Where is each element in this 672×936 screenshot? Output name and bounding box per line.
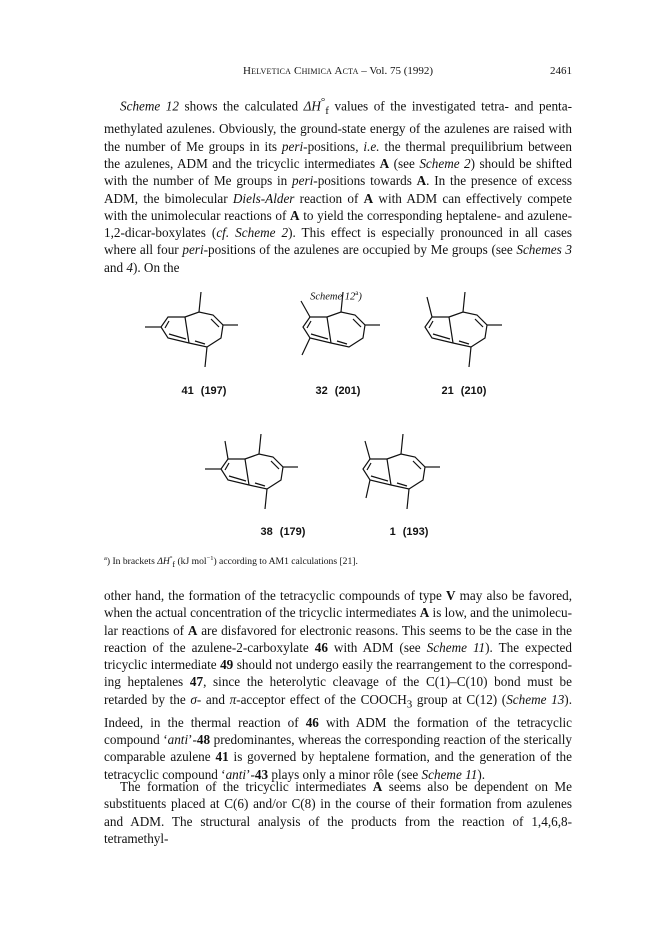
structure-38 — [201, 427, 321, 517]
text-run: ). On the — [132, 259, 180, 275]
text-run: (see — [389, 155, 420, 171]
math-symbol: ΔH — [303, 98, 321, 114]
italic-term: peri — [182, 242, 204, 258]
text-run: -positions towards — [313, 173, 417, 189]
italic-term: peri — [281, 138, 304, 154]
header-separator: – — [358, 65, 370, 77]
compound-ref: A — [290, 207, 300, 223]
scheme-footnote: $^a$) In brackets $\Delta H^\circ_f$ (kJ mol$^{-1}$) according to AM1 calculations [21]. — [104, 555, 358, 570]
compound-label-38: 38 (179) — [260, 526, 306, 538]
text-run: ) should be shifted with the number of Me groups in — [104, 155, 572, 189]
scheme-ref: 4 — [126, 259, 133, 275]
paragraph-1 — [104, 94, 572, 276]
text-run: . In the presence of excess ADM, the bimolecular — [104, 173, 573, 206]
paragraph-3: The formation of the tricyclic intermediates A seems also be dependent on Me substituents placed at C(6) and/or C(8) in the course of their formation from azulenes and ADM. The structural analysis of the products from the reaction of 1,4,6,8-tetramethyl- — [104, 779, 572, 846]
structure-32 — [283, 285, 403, 375]
text-run: -positions, — [303, 138, 364, 154]
italic-term: i.e. — [363, 138, 380, 154]
structure-41 — [141, 285, 261, 375]
text-run: the thermal prequilibrium between the azulenes, ADM and the tricyclic intermediates — [104, 138, 572, 171]
compound-label-21: 21 (210) — [441, 385, 487, 397]
journal-header — [104, 64, 572, 78]
italic-term: Diels-Alder — [232, 190, 295, 206]
scheme-ref: cf. Scheme 2 — [216, 225, 289, 241]
subscript: f — [325, 105, 329, 118]
italic-term: peri — [292, 173, 314, 189]
text-run: shows the calculated — [178, 98, 304, 114]
text-run: -positions of the azulenes are occupied by Me groups (see — [203, 242, 517, 258]
scheme-ref: Scheme 12 — [120, 98, 179, 114]
journal-name: Helvetica Chimica Acta — [242, 65, 359, 77]
structure-1 — [343, 427, 463, 517]
compound-ref: A — [379, 155, 390, 171]
text-run: values of the investigated tetra- and penta-methylated azulenes. Obviously, the ground-state energy of the azulenes are raised with the number of Me groups in its — [104, 98, 572, 154]
text-run: ). This effect is especially pronounced in all cases where all four — [104, 225, 573, 258]
text-run: with ADM can effectively compete with the unimolecular reactions of — [104, 190, 572, 223]
scheme-title: Scheme 12$^a$) — [310, 289, 362, 303]
journal-volume: Vol. 75 (1992) — [369, 65, 434, 77]
text-run: reaction of — [294, 190, 364, 206]
page-number: 2461 — [550, 65, 572, 77]
scheme-ref: Schemes 3 — [516, 242, 573, 258]
text-run: and — [104, 259, 127, 275]
superscript: ° — [320, 96, 326, 108]
compound-label-1: 1 (193) — [389, 526, 429, 538]
structure-21 — [405, 285, 525, 375]
compound-label-41: 41 (197) — [181, 385, 227, 397]
scheme-ref: Scheme 2 — [419, 155, 471, 171]
text-run: to yield the corresponding heptalene- and azulene-1,2-dicar-boxylates ( — [104, 207, 572, 241]
paragraph-2: other hand, the formation of the tetracyclic compounds of type V may also be favored, when the actual concentration of the tricyclic intermediates A is low, and the unimolecu-lar reactions of A are disfavored for electronic reasons. This seems to be the case in the reaction of the azulene-2-carboxylate 46 with ADM (see Scheme 11). The expected tricyclic intermediate 49 should not undergo easily the rearrangement to the correspond-ing heptalenes 47, since the heterolytic cleavage of the C(1)–C(10) bond must be retarded by the σ- and π-acceptor effect of the $COOCH_3$ group at C(12) (Scheme 13). Indeed, in the thermal reaction of 46 with ADM the formation of the tetracyclic compound ‘anti’-48 predominantes, whereas the corresponding reaction of the sterically comparable azulene 41 is governed by heptalene formation, and the generation of the tetracyclic compound ‘anti’-43 plays only a minor rôle (see Scheme 11). — [104, 588, 572, 782]
compound-ref: A — [363, 190, 374, 206]
compound-label-32: 32 (201) — [315, 385, 361, 397]
compound-ref: A — [416, 173, 427, 189]
